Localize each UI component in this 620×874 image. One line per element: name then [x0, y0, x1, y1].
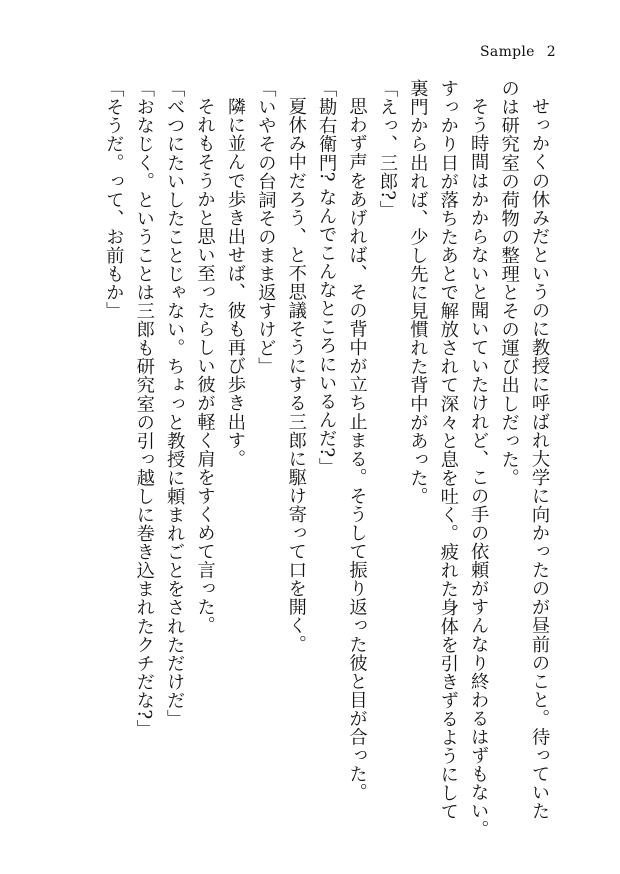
page-header	[480, 44, 556, 60]
text-line: そう時間はかからないと聞いていたけれど、この手の依頼がすんなり終わるはずもない。	[468, 97, 490, 839]
text-line: せっかくの休みだというのに教授に呼ばれ大学に向かったのが昼前のこと。待っていた	[529, 97, 550, 821]
page-number: 2	[546, 44, 556, 60]
text-line: のは研究室の荷物の整理とその運び出しだった。	[498, 79, 520, 487]
dialogue-line: 「いやその台詞そのまま返すけど」	[255, 79, 277, 376]
text-line: 思わず声をあげれば、その背中が立ち止まる。そうして振り返った彼と目が合った。	[346, 97, 368, 802]
text-line: 隣に並んで歩き出せば、彼も再び歩き出す。	[224, 97, 246, 469]
dialogue-line: 「べつにたいしたことじゃない。ちょっと教授に頼まれごとをされただけだ」	[164, 79, 186, 728]
dialogue-line: 「そうだ。って、お前もか」	[103, 79, 125, 321]
dialogue-line: 「おなじく。ということは三郎も研究室の引っ越しに巻き込まれたクチだな?」	[133, 79, 155, 738]
dialogue-line: 「勘右衛門? なんでこんなところにいるんだ?」	[316, 79, 338, 476]
dialogue-line: 「えっ、三郎?」	[376, 79, 398, 219]
text-line: すっかり日が落ちたあとで解放されて深々と息を吐く。疲れた身体を引きずるようにして	[437, 79, 459, 821]
header-label: Sample	[480, 44, 535, 60]
text-line: それもそうかと思い至ったらしい彼が軽く肩をすくめて言った。	[194, 97, 216, 635]
vertical-body-text	[98, 79, 554, 839]
text-line: 裏門から出れば、少し先に見慣れた背中があった。	[407, 79, 429, 506]
text-line: 夏休み中だろう、と不思議そうにする三郎に駆け寄って口を開く。	[285, 97, 307, 654]
